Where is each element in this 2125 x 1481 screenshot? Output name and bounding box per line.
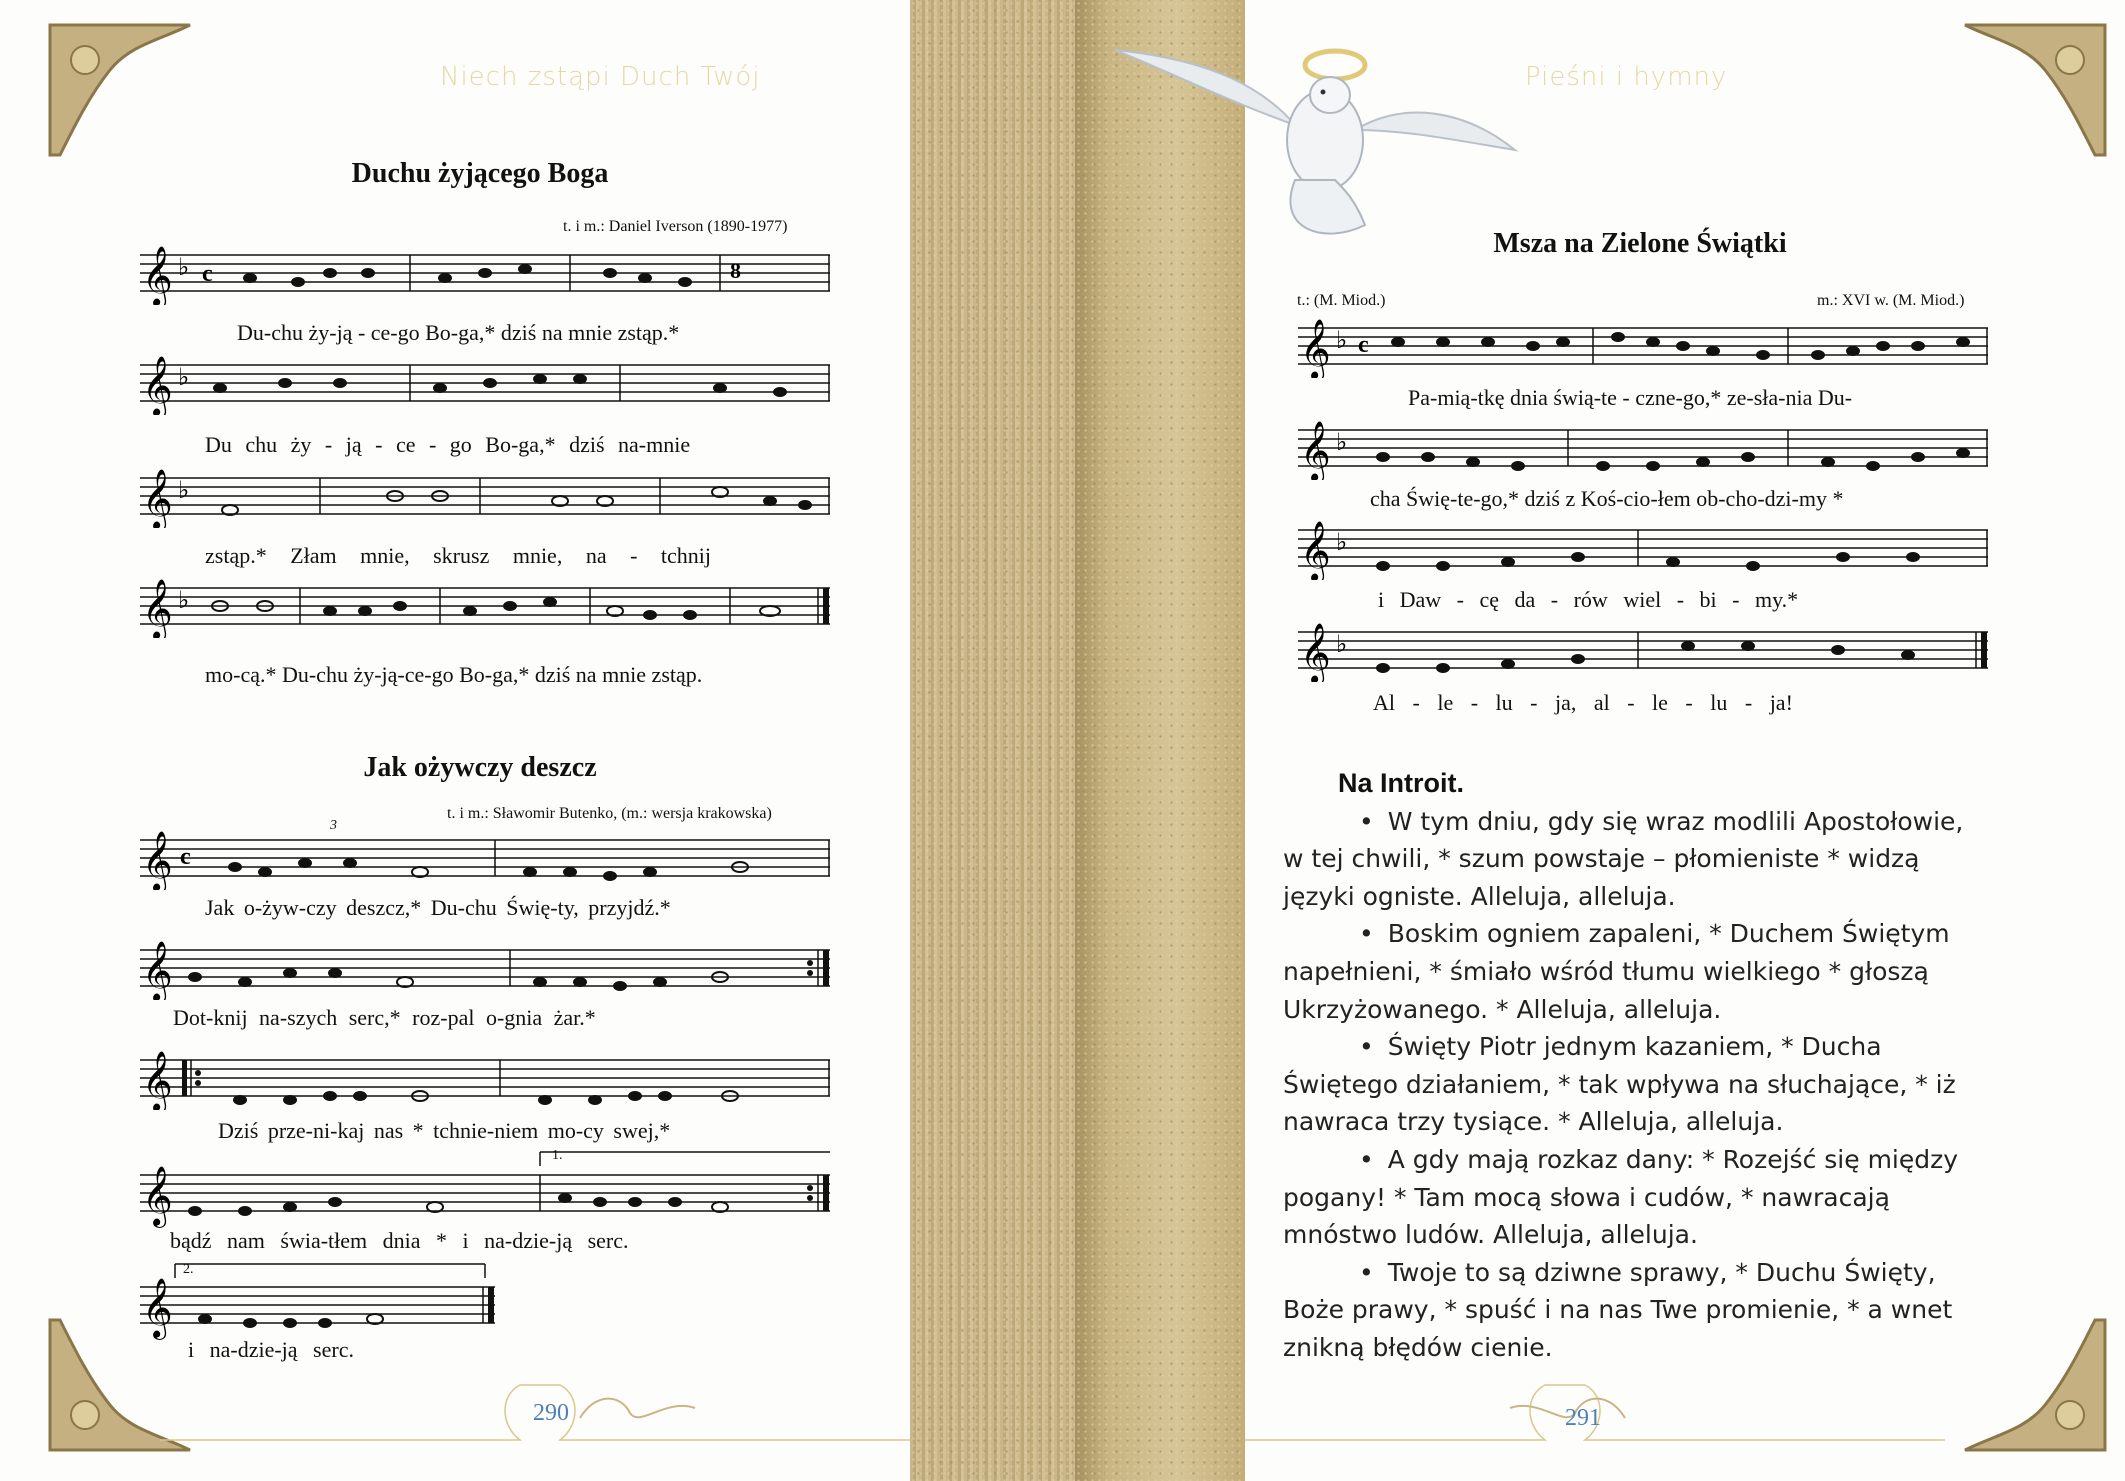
lyrics-line: i Daw - cę da - rów wiel - bi - my.* <box>1378 587 1799 612</box>
left-page <box>0 0 910 1481</box>
section-heading: Na Introit. <box>1338 768 1464 798</box>
lyrics-line: Du-chu ży-ją - ce-go Bo-ga,* dziś na mnie zstąp.* <box>237 320 680 345</box>
svg-text:𝄞: 𝄞 <box>1300 421 1331 480</box>
ornament-corner-icon <box>1945 15 2115 165</box>
volta-2: 2. <box>183 1262 194 1277</box>
svg-text:𝄞: 𝄞 <box>142 469 173 528</box>
svg-text:𝄞: 𝄞 <box>142 1051 173 1110</box>
stanza-text: Boskim ogniem zapaleni, * Duchem Świętym napełnieni, * śmiało wśród tłumu wielkiego * głoszą Ukrzyżowanego. * Alleluja, alleluja. <box>1283 919 1950 1024</box>
music-staff <box>140 578 830 638</box>
svg-text:c: c <box>202 261 213 287</box>
music-staff <box>140 468 830 528</box>
song-credit: t. i m.: Daniel Iverson (1890-1977) <box>563 218 788 235</box>
stanza <box>1283 1141 1978 1254</box>
svg-text:𝄞: 𝄞 <box>142 579 173 638</box>
svg-text:♭: ♭ <box>1336 328 1348 354</box>
music-staff <box>140 940 830 1000</box>
svg-text:𝄞: 𝄞 <box>142 246 173 305</box>
music-staff <box>1298 420 1988 480</box>
lyrics-line: Pa-mią-tkę dnia świą-te - czne-go,* ze-sła-nia Du- <box>1408 385 1853 410</box>
lyrics-line: mo-cą.* Du-chu ży-ją-ce-go Bo-ga,* dziś na mnie zstąp. <box>205 662 703 687</box>
introit-text <box>1283 765 1978 1367</box>
svg-text:𝄞: 𝄞 <box>142 1166 173 1226</box>
stanza-text: Święty Piotr jednym kazaniem, * Ducha Świętego działaniem, * tak wpływa na słuchające, * iż nawraca trzy tysiące. * Alleluja, alleluja. <box>1283 1032 1956 1137</box>
page-number: 290 <box>533 1400 569 1426</box>
credit-music: m.: XVI w. (M. Miod.) <box>1817 292 1965 309</box>
svg-text:𝄞: 𝄞 <box>1300 319 1331 378</box>
svg-text:♭: ♭ <box>1336 530 1348 556</box>
stanza <box>1283 1254 1978 1367</box>
running-head: Niech zstąpi Duch Twój <box>440 62 761 92</box>
music-staff <box>140 1050 830 1110</box>
lyrics-line: Dziś prze-ni-kaj nas * tchnie-niem mo-cy swej,* <box>218 1118 671 1143</box>
svg-text:♭: ♭ <box>178 588 190 614</box>
svg-text:8: 8 <box>730 258 741 283</box>
song-title: Msza na Zielone Świątki <box>1493 228 1787 259</box>
song-title: Duchu żyjącego Boga <box>351 158 609 189</box>
lyrics-line: i na-dzie-ją serc. <box>188 1337 354 1362</box>
music-staff <box>140 1262 500 1342</box>
stanza <box>1283 803 1978 916</box>
music-staff <box>1298 520 1988 580</box>
credit-text: t.: (M. Miod.) <box>1297 292 1386 309</box>
music-staff <box>1298 622 1988 682</box>
bullet-icon: • <box>1359 1032 1374 1062</box>
stanza-text: W tym dniu, gdy się wraz modlili Apostołowie, w tej chwili, * szum powstaje – płomieniste * widzą języki ogniste. Alleluja, alleluja. <box>1283 806 1964 911</box>
svg-text:𝄞: 𝄞 <box>142 1278 173 1338</box>
bullet-icon: • <box>1359 1257 1374 1287</box>
lyrics-line: Du chu ży - ją - ce - go Bo-ga,* dziś na-mnie <box>205 432 691 457</box>
lyrics-line: Al - le - lu - ja, al - le - lu - ja! <box>1373 690 1793 715</box>
stanza-text: Twoje to są dziwne sprawy, * Duchu Święty, Boże prawy, * spuść i na nas Twe promienie, * a wnet znikną błędów cienie. <box>1283 1257 1953 1362</box>
svg-text:♭: ♭ <box>1336 430 1348 456</box>
stanza <box>1283 1028 1978 1141</box>
bullet-icon: • <box>1359 806 1374 836</box>
music-staff <box>1298 318 1988 378</box>
music-staff <box>140 1150 830 1230</box>
svg-text:𝄞: 𝄞 <box>142 941 173 1000</box>
bullet-icon: • <box>1359 1144 1374 1174</box>
lyrics-line: Dot-knij na-szych serc,* roz-pal o-gnia żar.* <box>173 1005 596 1030</box>
svg-text:♭: ♭ <box>178 365 190 391</box>
song-credit: t. i m.: Sławomir Butenko, (m.: wersja krakowska) <box>447 805 772 822</box>
svg-text:♭: ♭ <box>178 255 190 281</box>
gold-ribbon <box>910 0 1075 1481</box>
svg-text:♭: ♭ <box>178 478 190 504</box>
lyrics-line: bądź nam świa-tłem dnia * i na-dzie-ją serc. <box>170 1228 629 1253</box>
page-number: 291 <box>1565 1405 1601 1431</box>
lyrics-line: Jak o-żyw-czy deszcz,* Du-chu Świę-ty, przyjdź.* <box>205 895 671 920</box>
lyrics-line: cha Świę-te-go,* dziś z Koś-cio-łem ob-cho-dzi-my * <box>1370 486 1844 511</box>
running-head: Pieśni i hymny <box>1525 62 1728 92</box>
music-staff <box>140 245 830 305</box>
flourish-icon <box>575 1388 725 1448</box>
dove-icon <box>1105 30 1525 260</box>
music-staff <box>140 830 830 890</box>
music-staff <box>140 355 830 415</box>
ornament-corner-icon <box>40 15 210 165</box>
volta-1: 1. <box>552 1148 563 1163</box>
svg-text:𝄞: 𝄞 <box>142 831 173 890</box>
lyrics-line: zstąp.* Złam mnie, skrusz mnie, na - tchnij <box>205 543 712 568</box>
stanza-text: A gdy mają rozkaz dany: * Rozejść się między pogany! * Tam mocą słowa i cudów, * nawracają mnóstwo ludów. Alleluja, alleluja. <box>1283 1144 1959 1250</box>
svg-text:𝄞: 𝄞 <box>1300 623 1331 682</box>
svg-text:𝄞: 𝄞 <box>1300 521 1331 580</box>
svg-text:c: c <box>1358 332 1369 358</box>
svg-text:♭: ♭ <box>1336 632 1348 658</box>
page-frame-line <box>0 1380 910 1480</box>
svg-text:c: c <box>180 844 191 870</box>
triplet-mark: 3 <box>330 818 337 833</box>
bullet-icon: • <box>1359 919 1374 949</box>
flourish-icon <box>1480 1388 1630 1448</box>
stanza <box>1283 915 1978 1028</box>
svg-text:𝄞: 𝄞 <box>142 356 173 415</box>
song-title: Jak ożywczy deszcz <box>363 752 597 783</box>
